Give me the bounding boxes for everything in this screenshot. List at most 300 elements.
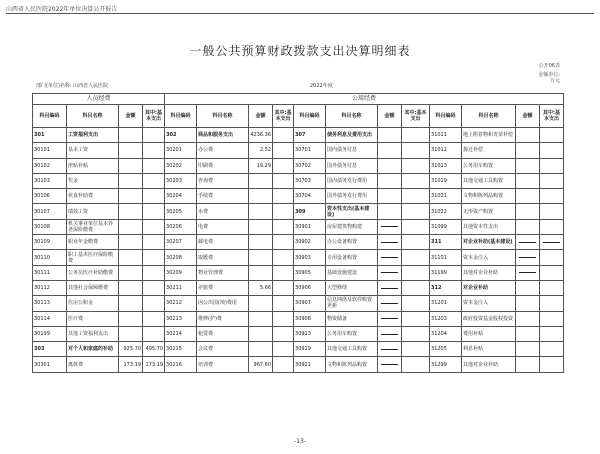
amount-cell: [378, 296, 402, 311]
basic-expense-cell: [143, 219, 165, 234]
amount-cell: [249, 189, 273, 204]
subject-code: 30107: [33, 204, 67, 219]
amount-cell: [119, 143, 143, 158]
subject-code: 312: [430, 280, 462, 295]
subject-code: 30111: [33, 265, 67, 280]
subject-code: 30903: [294, 250, 326, 265]
subject-name: 绩效工资: [67, 204, 119, 219]
basic-expense-cell: [273, 311, 294, 326]
basic-expense-cell: [143, 173, 165, 188]
basic-expense-cell: [402, 280, 430, 295]
subject-name: 国内债务发行费用: [326, 173, 378, 188]
table-row: [33, 235, 564, 250]
subject-name: 邮电费: [197, 235, 249, 250]
subject-name: 其他对企业补助: [462, 265, 516, 280]
table-row: [33, 250, 564, 265]
basic-expense-cell: 173.19: [143, 357, 165, 372]
amount-cell: [516, 128, 540, 143]
basic-expense-cell: [273, 204, 294, 219]
subject-code: 31021: [430, 189, 462, 204]
basic-expense-cell: [143, 280, 165, 295]
subject-name: 手续费: [197, 189, 249, 204]
column-header: 其中:基本支出: [143, 105, 165, 128]
amount-cell: [378, 128, 402, 143]
amount-cell: [249, 296, 273, 311]
basic-expense-cell: [402, 311, 430, 326]
subject-name: 取暖费: [197, 250, 249, 265]
subject-code: 30207: [165, 235, 197, 250]
subject-code: 31012: [430, 143, 462, 158]
dash-mark: [381, 257, 397, 258]
subject-name: 对个人和家庭的补助: [67, 342, 119, 357]
subject-code: 30211: [165, 280, 197, 295]
subject-code: 30201: [165, 143, 197, 158]
basic-expense-cell: [143, 143, 165, 158]
subject-name: 其他交通工具购置: [326, 342, 378, 357]
table-row: [33, 219, 564, 234]
basic-expense-cell: [143, 204, 165, 219]
table-row: [33, 158, 564, 173]
basic-expense-cell: [402, 143, 430, 158]
basic-expense-cell: [540, 219, 564, 234]
subject-code: 31201: [430, 296, 462, 311]
amount-cell: [378, 204, 402, 219]
subject-code: 30106: [33, 189, 67, 204]
amount-cell: [249, 311, 273, 326]
basic-expense-cell: [540, 143, 564, 158]
basic-expense-cell: [143, 326, 165, 341]
amount-cell: [119, 219, 143, 234]
amount-cell: [249, 326, 273, 341]
amount-cell: [516, 219, 540, 234]
subject-name: 因公出国(境)费用: [197, 296, 249, 311]
basic-expense-cell: [540, 128, 564, 143]
subject-name: 文物和陈列品购置: [326, 357, 378, 372]
subject-code: 30202: [165, 158, 197, 173]
amount-cell: [378, 326, 402, 341]
amount-cell: 4236.36: [249, 128, 273, 143]
subject-code: 30704: [294, 189, 326, 204]
column-header: 科目名称: [197, 105, 249, 128]
basic-expense-cell: [540, 265, 564, 280]
dash-mark: [381, 242, 397, 243]
table-row: [33, 204, 564, 219]
amount-cell: [378, 235, 402, 250]
amount-cell: [119, 235, 143, 250]
report-year: 2022年度: [310, 83, 333, 89]
page-number: -13-: [294, 438, 306, 445]
subject-code: 30301: [33, 357, 67, 372]
subject-code: 30203: [165, 173, 197, 188]
amount-cell: [378, 250, 402, 265]
subject-code: 30701: [294, 143, 326, 158]
column-header: 科目名称: [462, 105, 516, 128]
basic-expense-cell: [273, 326, 294, 341]
subject-code: 31013: [430, 158, 462, 173]
amount-cell: [378, 311, 402, 326]
amount-cell: [516, 235, 540, 250]
column-header-row: [33, 105, 564, 128]
column-header: 金额: [119, 105, 143, 128]
subject-name: 公务用车购置: [462, 158, 516, 173]
column-header: 金额: [516, 105, 540, 128]
basic-expense-cell: [402, 250, 430, 265]
table-row: [33, 311, 564, 326]
column-header: 金额: [249, 105, 273, 128]
group-personnel: 人员经费: [33, 94, 165, 105]
subject-code: 30906: [294, 280, 326, 295]
subject-code: 30109: [33, 235, 67, 250]
subject-name: 基本工资: [67, 143, 119, 158]
basic-expense-cell: [143, 296, 165, 311]
table-row: [33, 265, 564, 280]
subject-name: 对企业补助(基本建设): [462, 235, 516, 250]
subject-code: 31011: [430, 128, 462, 143]
amount-cell: [119, 158, 143, 173]
subject-name: 水费: [197, 204, 249, 219]
table-row: [33, 280, 564, 295]
subject-code: 31205: [430, 342, 462, 357]
subject-name: 政府投资基金股权投资: [462, 311, 516, 326]
subject-code: 31299: [430, 357, 462, 372]
subject-name: 电费: [197, 219, 249, 234]
amount-cell: [516, 158, 540, 173]
dash-mark: [381, 334, 397, 335]
basic-expense-cell: [273, 189, 294, 204]
subject-code: 30919: [294, 342, 326, 357]
subject-name: 会议费: [197, 342, 249, 357]
subject-code: 309: [294, 204, 326, 219]
basic-expense-cell: [402, 219, 430, 234]
basic-expense-cell: [273, 265, 294, 280]
subject-code: 31099: [430, 219, 462, 234]
amount-cell: [378, 143, 402, 158]
subject-name: 国外债务发行费用: [326, 189, 378, 204]
basic-expense-cell: [143, 158, 165, 173]
basic-expense-cell: [273, 128, 294, 143]
amount-cell: [516, 280, 540, 295]
table-row: [33, 326, 564, 341]
subject-name: 其他交通工具购置: [462, 173, 516, 188]
subject-name: 专用设备购置: [326, 250, 378, 265]
subject-code: 31019: [430, 173, 462, 188]
column-header: 其中:基本支出: [540, 105, 564, 128]
amount-cell: [378, 173, 402, 188]
basic-expense-cell: [402, 189, 430, 204]
amount-cell: [119, 173, 143, 188]
subject-name: 物资储备: [326, 311, 378, 326]
table-row: [33, 357, 564, 372]
basic-expense-cell: [143, 235, 165, 250]
amount-cell: 967.60: [249, 357, 273, 372]
basic-expense-cell: [273, 342, 294, 357]
subject-code: 31203: [430, 311, 462, 326]
subject-code: 30205: [165, 204, 197, 219]
subject-code: 30905: [294, 265, 326, 280]
subject-code: 307: [294, 128, 326, 143]
amount-cell: [378, 158, 402, 173]
subject-code: 30901: [294, 219, 326, 234]
dash-mark: [543, 242, 559, 243]
table-row: [33, 189, 564, 204]
subject-name: 文物和陈列品购置: [462, 189, 516, 204]
basic-expense-cell: [540, 158, 564, 173]
basic-expense-cell: [143, 189, 165, 204]
amount-cell: [249, 265, 273, 280]
basic-expense-cell: [273, 235, 294, 250]
subject-name: 医疗费: [67, 311, 119, 326]
amount-cell: [119, 128, 143, 143]
basic-expense-cell: [540, 250, 564, 265]
table-row: [33, 143, 564, 158]
basic-expense-cell: [540, 357, 564, 372]
basic-expense-cell: [540, 173, 564, 188]
amount-cell: [516, 357, 540, 372]
basic-expense-cell: [402, 265, 430, 280]
subject-code: 30102: [33, 158, 67, 173]
dash-mark: [381, 226, 397, 227]
subject-code: 30702: [294, 158, 326, 173]
dash-mark: [381, 364, 397, 365]
column-header: 科目名称: [326, 105, 378, 128]
subject-code: 303: [33, 342, 67, 357]
subject-name: 国内债务付息: [326, 143, 378, 158]
subject-name: 工资福利支出: [67, 128, 119, 143]
basic-expense-cell: [402, 326, 430, 341]
subject-code: 30110: [33, 250, 67, 265]
form-number: 公开06表: [538, 63, 560, 69]
subject-name: 费用补贴: [462, 326, 516, 341]
basic-expense-cell: [402, 128, 430, 143]
subject-code: 30921: [294, 357, 326, 372]
group-public: 公用经费: [165, 94, 564, 105]
subject-code: 30108: [33, 219, 67, 234]
amount-cell: [119, 204, 143, 219]
subject-name: 拆迁补偿: [462, 143, 516, 158]
subject-code: 30101: [33, 143, 67, 158]
column-header: 科目名称: [67, 105, 119, 128]
subject-name: 咨询费: [197, 173, 249, 188]
subject-name: 离休费: [67, 357, 119, 372]
amount-cell: [249, 173, 273, 188]
dash-mark: [519, 242, 535, 243]
basic-expense-cell: [540, 189, 564, 204]
subject-code: 31199: [430, 265, 462, 280]
basic-expense-cell: [143, 265, 165, 280]
subject-code: 30213: [165, 311, 197, 326]
amount-cell: [119, 250, 143, 265]
amount-cell: [516, 326, 540, 341]
subject-code: 31022: [430, 204, 462, 219]
dash-mark: [381, 288, 397, 289]
unit-label: [526, 72, 560, 84]
subject-code: 30913: [294, 326, 326, 341]
amount-cell: [249, 342, 273, 357]
subject-code: 30216: [165, 357, 197, 372]
subject-code: 30206: [165, 219, 197, 234]
subject-code: 30907: [294, 296, 326, 311]
amount-cell: [119, 326, 143, 341]
group-header-row: [33, 94, 564, 105]
amount-cell: [516, 143, 540, 158]
subject-name: 公务用车购置: [326, 326, 378, 341]
amount-cell: 5.66: [249, 280, 273, 295]
unit-value: 万元: [549, 78, 560, 84]
subject-name: 其他社会保障缴费: [67, 280, 119, 295]
table-row: [33, 342, 564, 357]
basic-expense-cell: [402, 357, 430, 372]
amount-cell: [516, 296, 540, 311]
basic-expense-cell: [540, 204, 564, 219]
subject-name: 办公设备购置: [326, 235, 378, 250]
column-header: 金额: [378, 105, 402, 128]
subject-name: 无形资产购置: [462, 204, 516, 219]
basic-expense-cell: [273, 173, 294, 188]
subject-code: 30114: [33, 311, 67, 326]
basic-expense-cell: [273, 143, 294, 158]
subject-code: 31101: [430, 250, 462, 265]
subject-name: 债务利息及费用支出: [326, 128, 378, 143]
amount-cell: [119, 189, 143, 204]
subject-code: 30204: [165, 189, 197, 204]
subject-name: 其他对企业补助: [462, 357, 516, 372]
amount-cell: [378, 280, 402, 295]
amount-cell: [516, 250, 540, 265]
basic-expense-cell: [402, 204, 430, 219]
amount-cell: 19.29: [249, 158, 273, 173]
subject-code: 30103: [33, 173, 67, 188]
amount-cell: [516, 311, 540, 326]
subject-name: 资本金注入: [462, 250, 516, 265]
amount-cell: [249, 250, 273, 265]
column-header: 科目编码: [430, 105, 462, 128]
amount-cell: [378, 265, 402, 280]
basic-expense-cell: [402, 158, 430, 173]
amount-cell: [249, 219, 273, 234]
dash-mark: [519, 257, 535, 258]
subject-name: 国外债务付息: [326, 158, 378, 173]
header-divider: [6, 13, 594, 14]
column-header: 科目编码: [165, 105, 197, 128]
subject-code: 30214: [165, 326, 197, 341]
basic-expense-cell: 495.70: [143, 342, 165, 357]
subject-name: 培训费: [197, 357, 249, 372]
subject-name: 其他资本性支出: [462, 219, 516, 234]
subject-name: 印刷费: [197, 158, 249, 173]
subject-name: 大型修缮: [326, 280, 378, 295]
amount-cell: [119, 296, 143, 311]
subject-code: 30199: [33, 326, 67, 341]
subject-code: 31204: [430, 326, 462, 341]
subject-name: 房屋建筑物购建: [326, 219, 378, 234]
dash-mark: [519, 272, 535, 273]
dash-mark: [381, 272, 397, 273]
subject-name: 资本金注入: [462, 296, 516, 311]
subject-code: 30112: [33, 280, 67, 295]
dash-mark: [381, 303, 397, 304]
column-header: 其中:基本支出: [273, 105, 294, 128]
basic-expense-cell: [540, 235, 564, 250]
subject-code: 30208: [165, 250, 197, 265]
basic-expense-cell: [273, 219, 294, 234]
subject-code: 30113: [33, 296, 67, 311]
basic-expense-cell: [540, 342, 564, 357]
amount-cell: [516, 204, 540, 219]
subject-name: 维修(护)费: [197, 311, 249, 326]
table-row: [33, 296, 564, 311]
amount-cell: [378, 357, 402, 372]
subject-code: 302: [165, 128, 197, 143]
expenditure-table: [32, 93, 564, 373]
column-header: 其中:基本支出: [402, 105, 430, 128]
amount-cell: [249, 235, 273, 250]
basic-expense-cell: [540, 280, 564, 295]
subject-name: 租赁费: [197, 326, 249, 341]
basic-expense-cell: [143, 128, 165, 143]
basic-expense-cell: [143, 250, 165, 265]
subject-name: 对企业补助: [462, 280, 516, 295]
dash-mark: [381, 349, 397, 350]
page-title: 一般公共预算财政拨款支出决算明细表: [189, 44, 411, 58]
basic-expense-cell: [402, 235, 430, 250]
subject-code: 30209: [165, 265, 197, 280]
subject-name: 职工基本医疗保险缴费: [67, 250, 119, 265]
amount-cell: [378, 342, 402, 357]
basic-expense-cell: [273, 158, 294, 173]
amount-cell: [119, 265, 143, 280]
subject-name: 地上附着物和青苗补偿: [462, 128, 516, 143]
subject-code: 30703: [294, 173, 326, 188]
basic-expense-cell: [273, 280, 294, 295]
subject-name: 资本性支出(基本建设): [326, 204, 378, 219]
amount-cell: [516, 342, 540, 357]
basic-expense-cell: [273, 250, 294, 265]
amount-cell: [249, 204, 273, 219]
subject-name: 基础设施建设: [326, 265, 378, 280]
table-row: [33, 173, 564, 188]
basic-expense-cell: [143, 311, 165, 326]
subject-name: 信息网络及软件购置更新: [326, 296, 378, 311]
basic-expense-cell: [273, 357, 294, 372]
basic-expense-cell: [540, 296, 564, 311]
report-header: 山西省人民医院2022年单位决算公开报告: [6, 6, 118, 13]
org-name: 部门(单位)名称: 山西省人民医院: [36, 83, 109, 89]
subject-name: 利息补贴: [462, 342, 516, 357]
subject-code: 30215: [165, 342, 197, 357]
subject-name: 住房公积金: [67, 296, 119, 311]
basic-expense-cell: [273, 296, 294, 311]
subject-name: 物业管理费: [197, 265, 249, 280]
amount-cell: [119, 280, 143, 295]
subject-name: 其他工资福利支出: [67, 326, 119, 341]
subject-name: 伙食补助费: [67, 189, 119, 204]
subject-name: 公务员医疗补助缴费: [67, 265, 119, 280]
subject-name: 差旅费: [197, 280, 249, 295]
basic-expense-cell: [540, 311, 564, 326]
amount-cell: [378, 219, 402, 234]
subject-name: 奖金: [67, 173, 119, 188]
subject-name: 机关事业单位基本养老保险缴费: [67, 219, 119, 234]
column-header: 科目编码: [294, 105, 326, 128]
subject-code: 311: [430, 235, 462, 250]
amount-cell: 925.70: [119, 342, 143, 357]
unit-label-text: 金额单位:: [538, 72, 560, 78]
subject-code: 30908: [294, 311, 326, 326]
column-header: 科目编码: [33, 105, 67, 128]
basic-expense-cell: [540, 326, 564, 341]
amount-cell: [516, 265, 540, 280]
table-row: [33, 128, 564, 143]
